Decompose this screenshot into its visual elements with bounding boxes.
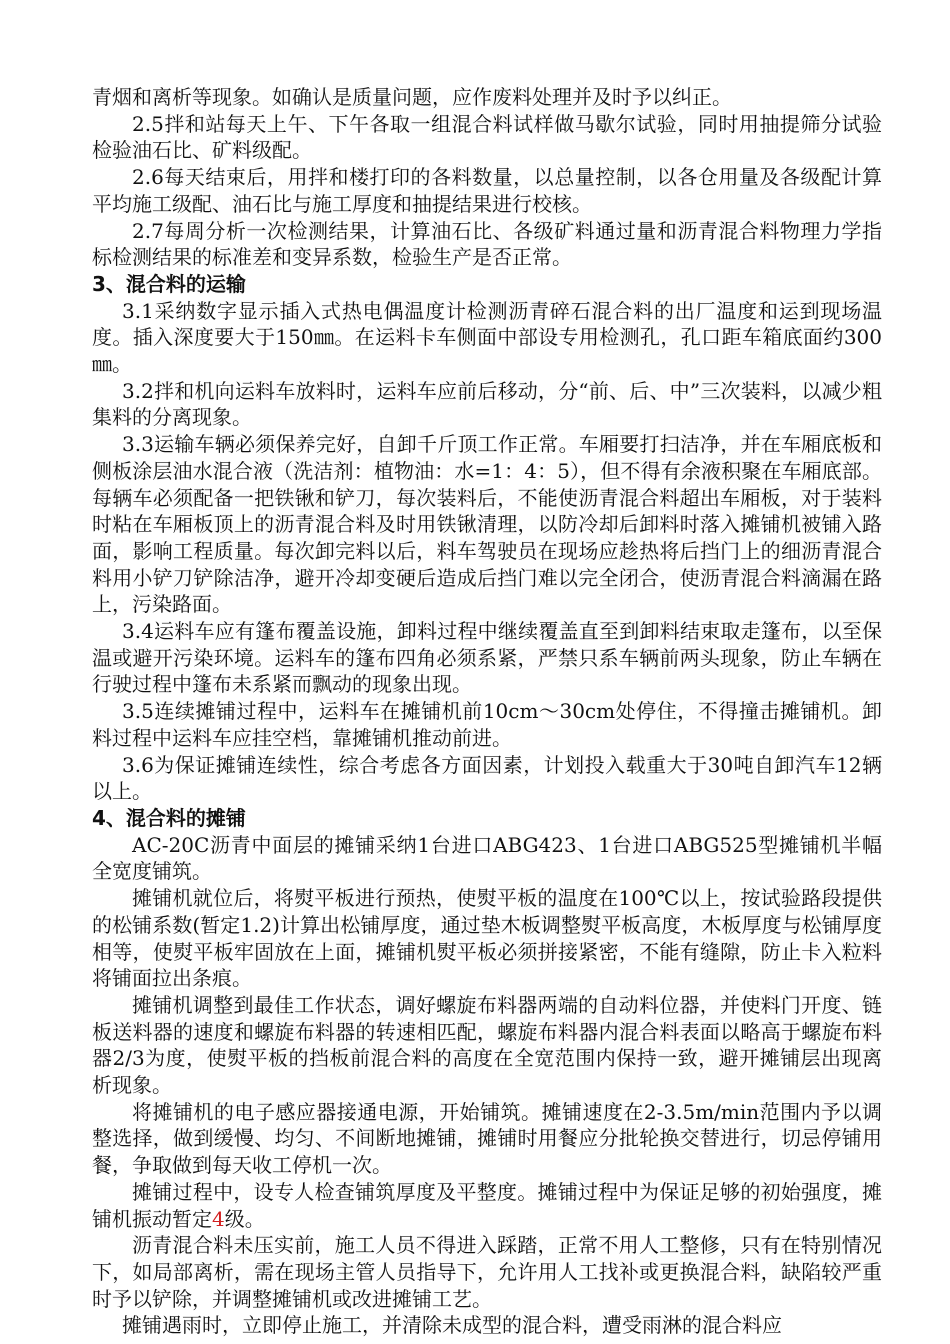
paragraph-3-2: 3.2拌和机向运料车放料时，运料车应前后移动，分“前、后、中”三次装料，以减少粗集料的分离现象。 [92, 378, 882, 430]
paragraph-2-5: 2.5拌和站每天上午、下午各取一组混合料试样做马歇尔试验，同时用抽提筛分试验检验油石比、矿料级配。 [92, 111, 882, 163]
paragraph-3-3: 3.3运输车辆必须保养完好，自卸千斤顶工作正常。车厢要打扫洁净，并在车厢底板和侧板涂层油水混合液（洗洁剂：植物油：水=1：4：5），但不得有余液积聚在车厢底部。每辆车必须配备一把铁锹和铲刀，每次装料后，不能使沥青混合料超出车厢板，对于装料时粘在车厢板顶上的沥青混合料及时用铁锹清理，以防冷却后卸料时落入摊铺机被铺入路面，影响工程质量。每次卸完料以后，料车驾驶员在现场应趁热将后挡门上的细沥青混合料用小铲刀铲除洁净，避开冷却变硬后造成后挡门难以完全闭合，使沥青混合料滴漏在路上，污染路面。 [92, 432, 882, 617]
section-heading-transport: 3、混合料的运输 [92, 271, 246, 296]
paragraph-4-5-text-a: 摊铺过程中，设专人检查铺筑厚度及平整度。摊铺过程中为保证足够的初始强度，摊铺机振动暂定 [92, 1179, 882, 1231]
paragraph-2-6: 2.6每天结束后，用拌和楼打印的各料数量，以总量控制，以各仓用量及各级配计算平均施工级配、油石比与施工厚度和抽提结果进行校核。 [92, 165, 882, 216]
document-body [92, 84, 882, 1339]
paragraph-intro-tail: 青烟和离析等现象。如确认是质量问题，应作废料处理并及时予以纠正。 [92, 85, 732, 109]
paragraph-4-2: 摊铺机就位后，将熨平板进行预热，使熨平板的温度在100℃以上，按试验路段提供的松铺系数(暂定1.2)计算出松铺厚度，通过垫木板调整熨平板高度，木板厚度与松铺厚度相等，使熨平板牢固放在上面，摊铺机熨平板必须拼接紧密，不能有缝隙，防止卡入粒料将铺面拉出条痕。 [92, 886, 882, 991]
paragraph-4-7: 摊铺遇雨时，立即停止施工，并清除未成型的混合料，遭受雨淋的混合料应 [122, 1313, 782, 1338]
paragraph-4-1: AC-20C沥青中面层的摊铺采纳1台进口ABG423、1台进口ABG525型摊铺机半幅全宽度铺筑。 [92, 832, 882, 884]
paragraph-4-5 [92, 1179, 882, 1232]
paragraph-3-5: 3.5连续摊铺过程中，运料车在摊铺机前10cm～30cm处停住，不得撞击摊铺机。卸料过程中运料车应挂空档，靠摊铺机推动前进。 [92, 699, 882, 750]
paragraph-3-4: 3.4运料车应有篷布覆盖设施，卸料过程中继续覆盖直至到卸料结束取走篷布，以至保温或避开污染环境。运料车的篷布四角必须系紧，严禁只系车辆前两头现象，防止车辆在行驶过程中篷布未系紧而飘动的现象出现。 [92, 619, 882, 697]
paragraph-3-1: 3.1采纳数字显示插入式热电偶温度计检测沥青碎石混合料的出厂温度和运到现场温度。插入深度要大于150㎜。在运料卡车侧面中部设专用检测孔，孔口距车箱底面约300㎜。 [92, 298, 882, 377]
vibration-level-number: 4 [212, 1206, 225, 1231]
paragraph-4-6: 沥青混合料未压实前，施工人员不得进入踩踏，正常不用人工整修，只有在特别情况下，如局部离析，需在现场主管人员指导下，允许用人工找补或更换混合料，缺陷较严重时予以铲除，并调整摊铺机或改进摊铺工艺。 [92, 1233, 882, 1311]
paragraph-4-3: 摊铺机调整到最佳工作状态，调好螺旋布料器两端的自动料位器，并使料门开度、链板送料器的速度和螺旋布料器的转速相匹配，螺旋布料器内混合料表面以略高于螺旋布料器2/3为度，使熨平板的挡板前混合料的高度在全宽范围内保持一致，避开摊铺层出现离析现象。 [92, 992, 882, 1098]
section-heading-paving: 4、混合料的摊铺 [92, 805, 246, 830]
paragraph-4-4: 将摊铺机的电子感应器接通电源，开始铺筑。摊铺速度在2-3.5m/min范围内予以调整选择，做到缓慢、均匀、不间断地摊铺，摊铺时用餐应分批轮换交替进行，切忌停铺用餐，争取做到每天收工停机一次。 [92, 1099, 882, 1178]
paragraph-2-7: 2.7每周分析一次检测结果，计算油石比、各级矿料通过量和沥青混合料物理力学指标检测结果的标准差和变异系数，检验生产是否正常。 [92, 218, 882, 270]
paragraph-3-6: 3.6为保证摊铺连续性，综合考虑各方面因素，计划投入载重大于30吨自卸汽车12辆以上。 [92, 752, 882, 804]
paragraph-4-5-text-b: 级。 [224, 1206, 265, 1231]
